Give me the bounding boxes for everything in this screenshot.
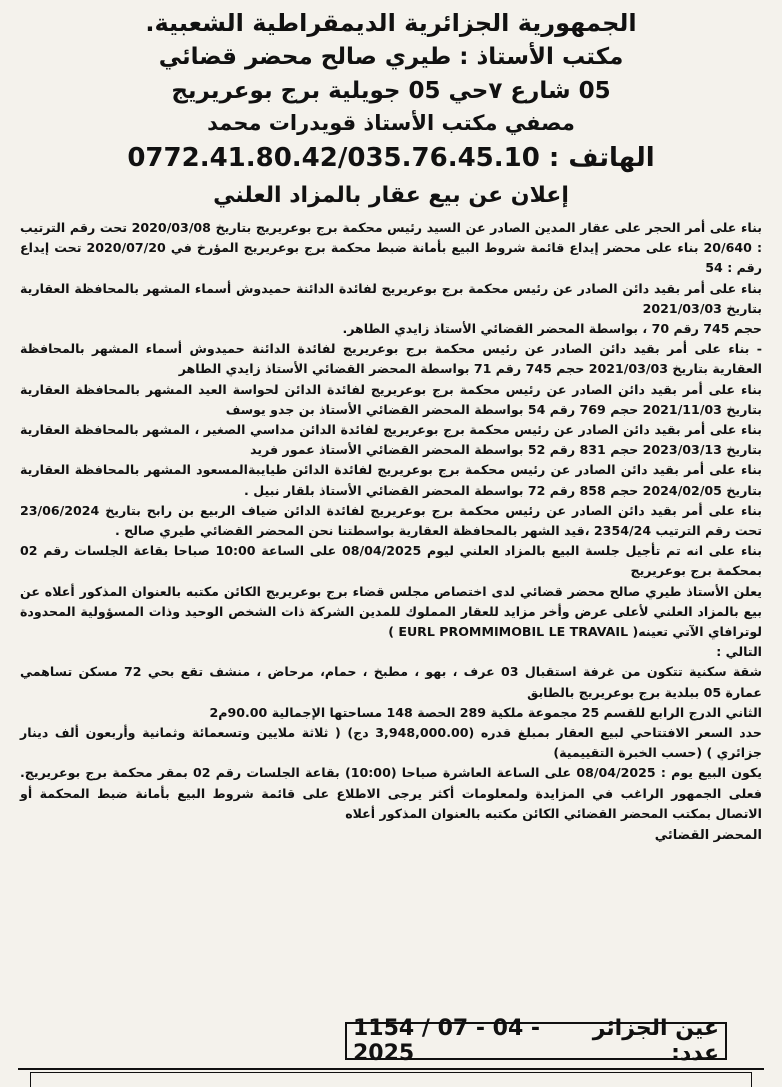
phone-line: الهاتف : 0772.41.80.42/035.76.45.10 bbox=[127, 143, 655, 173]
paragraph: - بناء على أمر بقيد دائن الصادر عن رئيس محكمة برج بوعريريج لفائدة الدائنة حميدوش أسماء المشهر بالمحافظة العقارية بتاريخ 2021/03/03 حجم 745 رقم 71 بواسطة المحضر القضائي الأستاذ زايدي الطاهر bbox=[20, 341, 762, 377]
notice-body bbox=[20, 218, 762, 846]
paragraph: بناء على أمر بقيد دائن الصادر عن رئيس محكمة برج بوعريريج لفائدة الدائنة حميدوش أسماء المشهر بالمحافظة العقارية بتاريخ 2021/03/03 bbox=[20, 280, 762, 316]
notice-title: إعلان عن بيع عقار بالمزاد العلني bbox=[213, 183, 569, 208]
divider bbox=[18, 1068, 764, 1070]
legal-notice-page bbox=[0, 6, 782, 1084]
republic-title: الجمهورية الجزائرية الديمقراطية الشعبية. bbox=[145, 9, 637, 37]
office-name: مكتب الأستاذ : طيري صالح محضر قضائي bbox=[158, 44, 624, 70]
paragraph: التالي : bbox=[716, 644, 762, 660]
paragraph: بناء على انه تم تأجيل جلسة البيع بالمزاد العلني ليوم 08/04/2025 على الساعة 10:00 صباحا بقاعة الجلسات رقم 02 بمحكمة برج بوعريريج bbox=[20, 543, 762, 579]
paragraph: بناء على أمر بقيد دائن الصادر عن رئيس محكمة برج بوعريريج لفائدة الدائن مداسي الصغير ، المشهر بالمحافظة العقارية بتاريخ 2023/03/13 حجم 831 رقم 52 بواسطة المحضر القضائي الأستاذ عمور فريد bbox=[20, 422, 762, 458]
publication-reference bbox=[345, 1016, 727, 1066]
paragraph: بناء على أمر بقيد دائن الصادر عن رئيس محكمة برج بوعريريج لفائدة الدائن لحواسة العيد المشهر بالمحافظة العقارية بتاريخ 2021/11/03 حجم 769 رقم 54 بواسطة المحضر القضائي الأستاذ بن جدو يوسف bbox=[20, 381, 762, 417]
paragraph: بناء على أمر بقيد دائن الصادر عن رئيس محكمة برج بوعريريج لفائدة الدائن طيايبةالمسعود المشهر بالمحافظة العقارية بتاريخ 2024/02/05 حجم 858 رقم 72 بواسطة المحضر القضائي الأستاذ بلقار نبيل . bbox=[20, 462, 762, 498]
office-address: 05 شارع ٧حي 05 جويلية برج بوعريريج bbox=[171, 78, 611, 104]
paragraph: حدد السعر الافتتاحي لبيع العقار بمبلغ قدره (3,948,000.00 دج) ( ثلاثة ملايين وتسعمائة وثمانية وأربعون ألف دينار جزائري ) (حسب الخبرة التقييمية) bbox=[20, 725, 763, 761]
paragraph: يكون البيع يوم : 08/04/2025 على الساعة العاشرة صباحا (10:00) بقاعة الجلسات رقم 02 بمقر محكمة برج بوعريريج. فعلى الجمهور الراغب في المزايدة ولمعلومات أكثر يرجى الاطلاع على قائمة شروط البيع بأمانة ضبط المحكمة أو الاتصال بمكتب المحضر القضائي الكائن مكتبه بالعنوان المذكور أعلاه bbox=[20, 765, 763, 821]
publication-label: عين الجزائر عدد: bbox=[592, 1016, 719, 1066]
paragraph: يعلن الأستاذ طيري صالح محضر قضائي لدى اختصاص مجلس قضاء برج بوعريريج الكائن مكتبه بالعنوان المذكور أعلاه عن بيع بالمزاد العلني لأعلى عرض وأخر مزايد للعقار المملوك للمدين الشركة ذات الشخص الوحيد وذات المسؤولية المحدودة لوترافاي الآتي تعينه( EURL PROMMIMOBIL LE TRAVAIL ) bbox=[20, 583, 762, 640]
paragraph: بناء على أمر الحجر على عقار المدين الصادر عن السيد رئيس محكمة برج بوعريريج بتاريخ 2020/03/08 تحت رقم الترتيب : 20/640 بناء على محضر إيداع قائمة شروط البيع بأمانة ضبط محكمة برج بوعريريج المؤرخ في 2020/07/20 تحت إيداع رقم : 54 bbox=[20, 220, 762, 276]
paragraph: شقة سكنية تتكون من غرفة استقبال 03 عرف ، بهو ، مطبخ ، حمام، مرحاض ، منشف تقع بحي 72 مسكن تساهمي عمارة 05 ببلدية برج بوعريريج بالطابق bbox=[20, 664, 762, 700]
notice-header bbox=[20, 6, 762, 214]
paragraph: حجم 745 رقم 70 ، بواسطة المحضر القضائي الأستاذ زايدي الطاهر. bbox=[342, 321, 762, 337]
paragraph: الثاني الدرج الرابع للقسم 25 مجموعة ملكية 289 الحصة 148 مساحتها الإجمالية 90.00م2 bbox=[209, 704, 762, 720]
liquidator-line: مصفي مكتب الأستاذ قويدرات محمد bbox=[207, 111, 575, 135]
publication-number: 1154 / 07 - 04 - 2025 bbox=[353, 1016, 541, 1066]
paragraph: بناء على أمر بقيد دائن الصادر عن رئيس محكمة برج بوعريريج لفائدة الدائن ضياف الربيع بن رابح بتاريخ 23/06/2024 تحت رقم الترتيب 2354/24 ،قيد الشهر بالمحافظة العقارية بواسطتنا نحن المحضر القضائي طيري صالح . bbox=[20, 502, 762, 539]
signature: المحضر القضائي bbox=[654, 828, 762, 844]
next-notice-border bbox=[30, 1072, 752, 1087]
